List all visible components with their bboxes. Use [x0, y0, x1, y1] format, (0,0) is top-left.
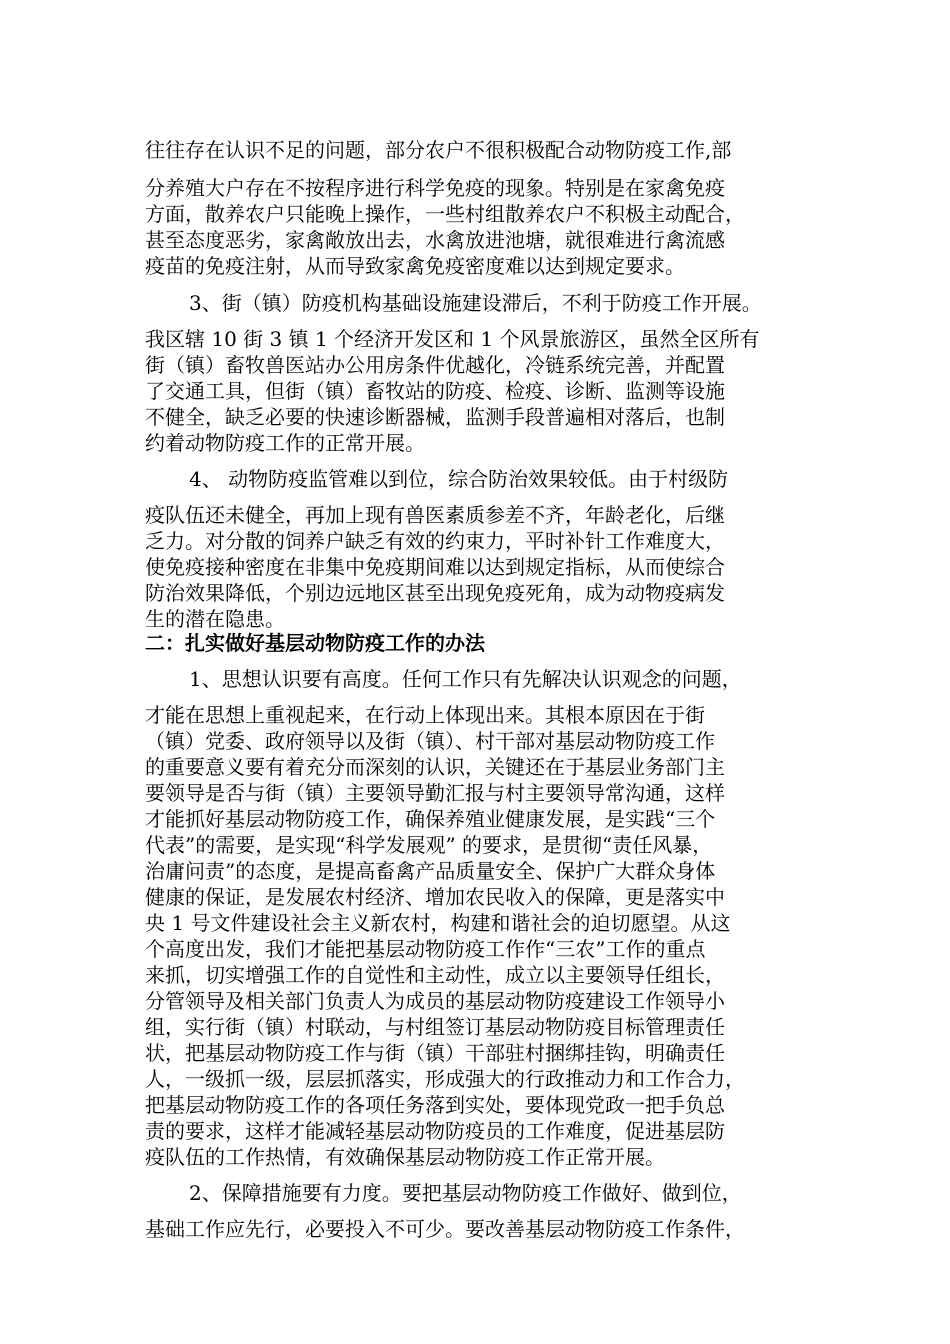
text-line: 不健全，缺乏必要的快速诊断器械，监测手段普遍相对落后，也制 — [145, 405, 725, 429]
text-line: 健康的保证，是发展农村经济、增加农民收入的保障，更是落实中 — [145, 885, 725, 909]
text-line: 把基层动物防疫工作的各项任务落到实处，要体现党政一把手负总 — [145, 1093, 725, 1117]
text-line: 约着动物防疫工作的正常开展。 — [145, 431, 425, 455]
text-line: 我区辖 10 街 3 镇 1 个经济开发区和 1 个风景旅游区，虽然全区所有 — [145, 327, 760, 351]
text-line: 方面，散养农户只能晚上操作，一些村组散养农户不积极主动配合， — [145, 202, 745, 226]
section-heading: 二：扎实做好基层动物防疫工作的办法 — [145, 631, 485, 655]
text-line: 往往存在认识不足的问题，部分农户不很积极配合动物防疫工作,部 — [145, 138, 732, 162]
text-line: 责的要求，这样才能减轻基层动物防疫员的工作难度，促进基层防 — [145, 1119, 725, 1143]
text-line: 个高度出发，我们才能把基层动物防疫工作作“三农”工作的重点 — [145, 937, 706, 961]
text-line: 分养殖大户存在不按程序进行科学免疫的现象。特别是在家禽免疫 — [145, 176, 725, 200]
paragraph-heading-2: 2、保障措施要有力度。要把基层动物防疫工作做好、做到位， — [189, 1181, 742, 1205]
text-line: 疫队伍的工作热情，有效确保基层动物防疫工作正常开展。 — [145, 1145, 665, 1169]
text-line: 组，实行街（镇）村联动，与村组签订基层动物防疫目标管理责任 — [145, 1015, 725, 1039]
text-line: （镇）党委、政府领导以及街（镇）、村干部对基层动物防疫工作 — [145, 729, 715, 753]
text-line: 央 1 号文件建设社会主义新农村，构建和谐社会的迫切愿望。从这 — [145, 911, 731, 935]
text-line: 的重要意义要有着充分而深刻的认识，关键还在于基层业务部门主 — [145, 755, 725, 779]
text-line: 基础工作应先行，必要投入不可少。要改善基层动物防疫工作条件， — [145, 1217, 745, 1241]
text-line: 使免疫接种密度在非集中免疫期间难以达到规定指标，从而使综合 — [145, 555, 725, 579]
text-line: 代表”的需要，是实现“科学发展观” 的要求，是贯彻“责任风暴， — [145, 833, 713, 857]
text-line: 疫苗的免疫注射，从而导致家禽免疫密度难以达到规定要求。 — [145, 254, 685, 278]
text-line: 人，一级抓一级，层层抓落实，形成强大的行政推动力和工作合力， — [145, 1067, 745, 1091]
text-line: 才能在思想上重视起来，在行动上体现出来。其根本原因在于街 — [145, 703, 705, 727]
text-line: 要领导是否与街（镇）主要领导勤汇报与村主要领导常沟通，这样 — [145, 781, 725, 805]
text-line: 乏力。对分散的饲养户缺乏有效的约束力，平时补针工作难度大， — [145, 529, 725, 553]
text-line: 甚至态度恶劣，家禽敞放出去，水禽放进池塘，就很难进行禽流感 — [145, 228, 725, 252]
text-line: 分管领导及相关部门负责人为成员的基层动物防疫建设工作领导小 — [145, 989, 725, 1013]
text-line: 治庸问责”的态度，是提高畜禽产品质量安全、保护广大群众身体 — [145, 859, 716, 883]
text-line: 了交通工具，但街（镇）畜牧站的防疫、检疫、诊断、监测等设施 — [145, 379, 725, 403]
paragraph-heading-1: 1、思想认识要有高度。任何工作只有先解决认识观念的问题， — [189, 667, 742, 691]
text-line: 生的潜在隐患。 — [145, 607, 285, 631]
text-line: 防治效果降低，个别边远地区甚至出现免疫死角，成为动物疫病发 — [145, 581, 725, 605]
text-line: 才能抓好基层动物防疫工作，确保养殖业健康发展，是实践“三个 — [145, 807, 716, 831]
text-line: 疫队伍还未健全，再加上现有兽医素质参差不齐，年龄老化，后继 — [145, 503, 725, 527]
paragraph-heading-3: 3、街（镇）防疫机构基础设施建设滞后，不利于防疫工作开展。 — [189, 291, 762, 315]
text-line: 来抓，切实增强工作的自觉性和主动性，成立以主要领导任组长， — [145, 963, 725, 987]
text-line: 街（镇）畜牧兽医站办公用房条件优越化，冷链系统完善，并配置 — [145, 353, 725, 377]
text-line: 状，把基层动物防疫工作与街（镇）干部驻村捆绑挂钩，明确责任 — [145, 1041, 725, 1065]
paragraph-heading-4: 4、 动物防疫监管难以到位，综合防治效果较低。由于村级防 — [189, 467, 729, 491]
